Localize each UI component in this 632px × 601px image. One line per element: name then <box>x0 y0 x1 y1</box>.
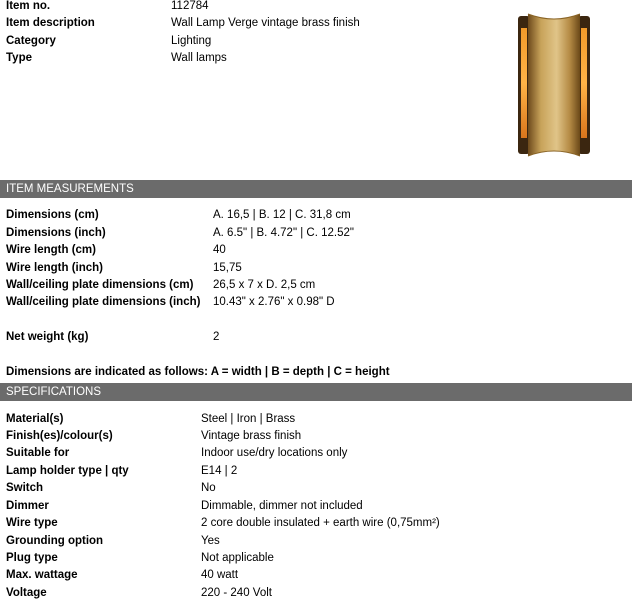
spec-value: 40 watt <box>201 569 239 581</box>
type-label: Type <box>6 52 32 64</box>
spec-label: Wire type <box>6 517 58 529</box>
measurement-value: 40 <box>213 244 226 256</box>
measurement-label: Wall/ceiling plate dimensions (inch) <box>6 296 201 308</box>
category-label: Category <box>6 35 56 47</box>
measurement-label: Dimensions (inch) <box>6 227 106 239</box>
item-description-label: Item description <box>6 17 95 29</box>
measurement-label: Wall/ceiling plate dimensions (cm) <box>6 279 194 291</box>
spec-label: Lamp holder type | qty <box>6 465 129 477</box>
item-no-label: Item no. <box>6 0 51 12</box>
measurement-value: 15,75 <box>213 262 242 274</box>
spec-value: 220 - 240 Volt <box>201 587 272 599</box>
measurement-label: Wire length (inch) <box>6 262 104 274</box>
measurement-value: A. 16,5 | B. 12 | C. 31,8 cm <box>213 209 351 221</box>
category-value: Lighting <box>171 35 212 47</box>
item-no-value: 112784 <box>171 0 209 12</box>
spec-label: Switch <box>6 482 44 494</box>
measurement-label: Wire length (cm) <box>6 244 96 256</box>
spec-value: Yes <box>201 535 220 547</box>
spec-label: Plug type <box>6 552 58 564</box>
spec-value: 2 core double insulated + earth wire (0,75mm²) <box>201 517 440 529</box>
spec-value: Not applicable <box>201 552 274 564</box>
spec-label: Dimmer <box>6 500 49 512</box>
type-value: Wall lamps <box>171 52 227 64</box>
product-image <box>512 10 596 160</box>
spec-value: No <box>201 482 216 494</box>
spec-label: Grounding option <box>6 535 104 547</box>
spec-value: Dimmable, dimmer not included <box>201 500 363 512</box>
spec-label: Material(s) <box>6 413 64 425</box>
spec-value: E14 | 2 <box>201 465 238 477</box>
net-weight-label: Net weight (kg) <box>6 331 89 343</box>
item-description-value: Wall Lamp Verge vintage brass finish <box>171 17 360 29</box>
dimensions-note: Dimensions are indicated as follows: A = width | B = depth | C = height <box>6 366 390 378</box>
spec-label: Max. wattage <box>6 569 78 581</box>
spec-value: Steel | Iron | Brass <box>201 413 296 425</box>
measurement-value: A. 6.5" | B. 4.72" | C. 12.52" <box>213 227 354 239</box>
spec-value: Vintage brass finish <box>201 430 302 442</box>
measurement-value: 10.43" x 2.76" x 0.98" D <box>213 296 335 308</box>
net-weight-value: 2 <box>213 331 220 343</box>
spec-label: Voltage <box>6 587 47 599</box>
spec-value: Indoor use/dry locations only <box>201 447 348 459</box>
measurement-value: 26,5 x 7 x D. 2,5 cm <box>213 279 316 291</box>
measurement-label: Dimensions (cm) <box>6 209 99 221</box>
spec-label: Finish(es)/colour(s) <box>6 430 113 442</box>
specifications-section-header: SPECIFICATIONS <box>0 383 632 401</box>
measurements-section-header: ITEM MEASUREMENTS <box>0 180 632 198</box>
spec-label: Suitable for <box>6 447 70 459</box>
